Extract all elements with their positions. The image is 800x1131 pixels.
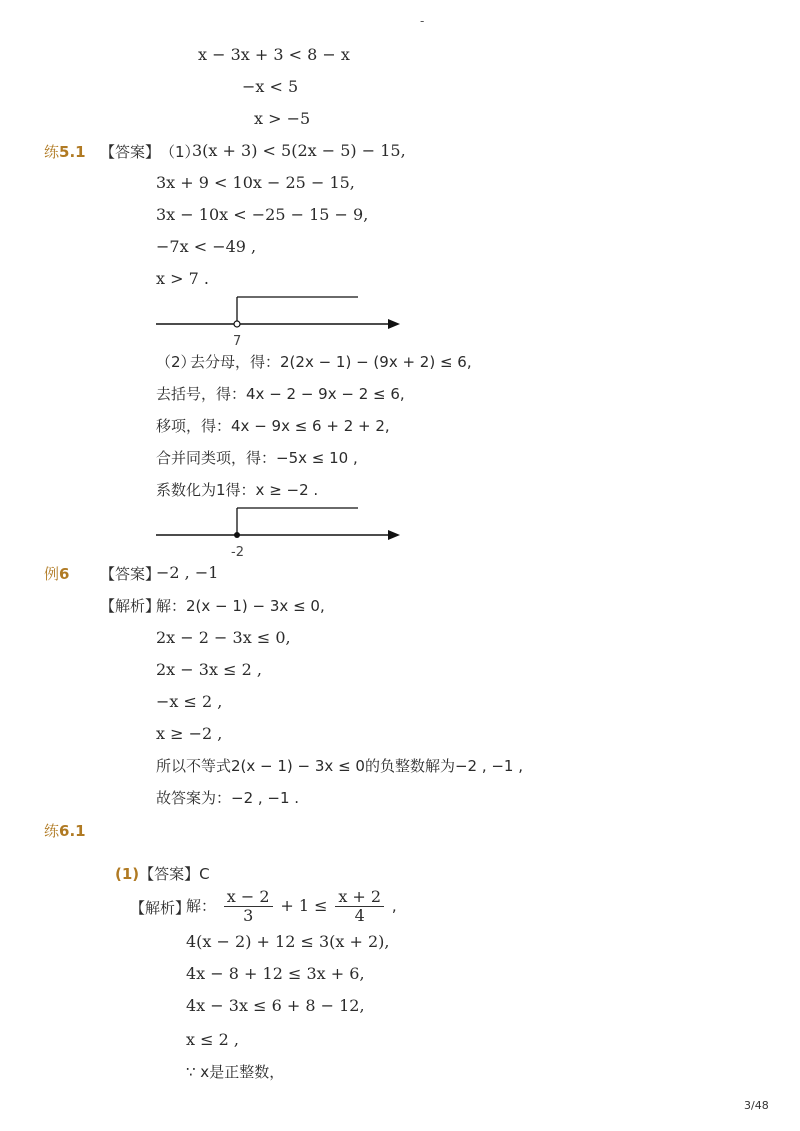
part-2-line: 去分母，得：2(2x − 1) − (9x + 2) ≤ 6, [190, 353, 472, 371]
part-2-line: 移项，得：4x − 9x ≤ 6 + 2 + 2, [156, 417, 390, 435]
solution-line: 所以不等式2(x − 1) − 3x ≤ 0的负整数解为−2 , −1 , [156, 757, 524, 775]
solution-line: −x ≤ 2 , [156, 692, 223, 711]
part-2-line: 合并同类项，得：−5x ≤ 10 , [156, 449, 358, 467]
open-point [234, 321, 240, 327]
solution-line: x > 7 . [156, 269, 209, 288]
sub-question-number: (1) [115, 865, 140, 883]
title-number: 6.1 [59, 822, 86, 840]
top-line-3: x > −5 [254, 109, 311, 128]
example-6-title [44, 563, 69, 584]
solution-line: 4x − 8 + 12 ≤ 3x + 6, [186, 964, 365, 983]
number-line-1-label: 7 [233, 334, 242, 349]
answer-value: −2 , −1 [156, 563, 219, 582]
number-line-1 [150, 290, 410, 340]
answer-tag: 【答案】 [100, 143, 161, 161]
solution-line: x ≥ −2 , [156, 724, 223, 743]
first-solution-line [186, 886, 397, 926]
fraction-denominator: 4 [354, 906, 365, 925]
sub-question-answer [115, 864, 210, 884]
solution-line: 2x − 2 − 3x ≤ 0, [156, 628, 291, 647]
solution-line: ∵ x是正整数， [186, 1063, 285, 1081]
answer-tag: 【答案】 [100, 565, 161, 583]
title-number: 5.1 [59, 143, 86, 161]
title-prefix: 练 [44, 822, 60, 840]
solve-prefix: 解： [186, 897, 217, 915]
solution-line: x ≤ 2 , [186, 1030, 239, 1049]
exercise-6-1-title [44, 820, 86, 841]
page-number: 3/48 [744, 1099, 769, 1112]
middle-expression: + 1 ≤ [280, 896, 328, 915]
closed-point [234, 532, 240, 538]
solution-line: 3x − 10x < −25 − 15 − 9, [156, 205, 369, 224]
part-2-label: （2） [156, 353, 196, 371]
part-1-label: （1） [160, 143, 200, 161]
fraction-numerator: x − 2 [224, 888, 273, 907]
part-2-line: 系数化为1得：x ≥ −2 . [156, 481, 319, 499]
solution-line: 2x − 3x ≤ 2 , [156, 660, 262, 679]
solution-line: 3x + 9 < 10x − 25 − 15, [156, 173, 355, 192]
number-line-2 [150, 502, 410, 552]
fraction-right [335, 888, 384, 925]
solution-line: 解：2(x − 1) − 3x ≤ 0, [156, 597, 325, 615]
answer-tag: 【答案】 [139, 865, 200, 883]
analysis-tag: 【解析】 [130, 899, 191, 917]
header-mark: - [420, 14, 425, 28]
analysis-tag: 【解析】 [100, 597, 161, 615]
line-suffix: , [391, 897, 397, 915]
fraction-left [224, 888, 273, 925]
solution-line: −7x < −49 , [156, 237, 257, 256]
solution-line: 故答案为：−2 , −1 . [156, 789, 300, 807]
solution-line: 4(x − 2) + 12 ≤ 3(x + 2), [186, 932, 390, 951]
top-line-2: −x < 5 [242, 77, 299, 96]
solution-line: 4x − 3x ≤ 6 + 8 − 12, [186, 996, 365, 1015]
fraction-numerator: x + 2 [335, 888, 384, 907]
title-number: 6 [59, 565, 70, 583]
answer-value: C [199, 865, 210, 883]
fraction-denominator: 3 [243, 906, 254, 925]
title-prefix: 例 [44, 565, 60, 583]
solution-line: 3(x + 3) < 5(2x − 5) − 15, [192, 141, 406, 160]
title-prefix: 练 [44, 143, 60, 161]
part-2-line: 去括号，得：4x − 2 − 9x − 2 ≤ 6, [156, 385, 405, 403]
exercise-5-1-title [44, 141, 86, 162]
top-line-1: x − 3x + 3 < 8 − x [198, 45, 350, 64]
number-line-2-label: -2 [231, 545, 244, 560]
